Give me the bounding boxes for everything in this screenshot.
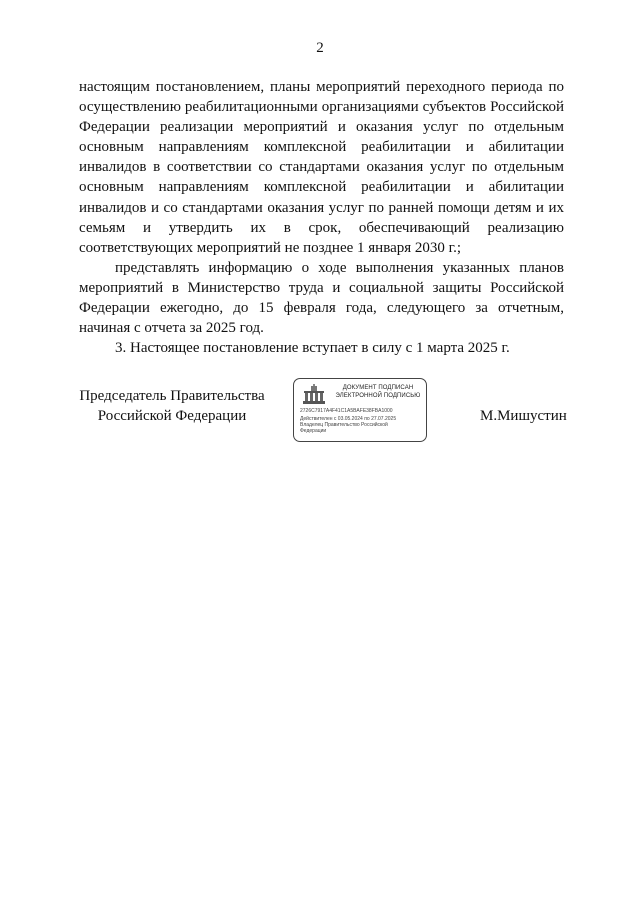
signatory-position-line2: Российской Федерации: [97, 408, 247, 424]
stamp-owner-line1: Владелец Правительство Российской: [300, 422, 388, 428]
page-number: 2: [316, 40, 324, 56]
stamp-validity: Действителен с 03.05.2024 по 27.07.2025: [300, 416, 397, 422]
paragraph-continuation: настоящим постановлением, планы мероприятий переходного периода по осуществлению реабилитационными организациями субъектов Российской Федерации реализации мероприятий и оказания услуг по отдельным основным направлениям комплексной реабилитации и абилитации инвалидов в соответствии со стандартами оказания услуг по отдельным основным направлениям комплексной реабилитации и абилитации инвалидов и со стандартами оказания услуг по ранней помощи детям и их семьям и утвердить их в срок, обеспечивающий реализацию соответствующих мероприятий не позднее 1 января 2030 г.;: [79, 79, 564, 256]
paragraph-reporting: представлять информацию о ходе выполнения указанных планов мероприятий в Министерство труда и социальной защиты Российской Федерации ежегодно, до 15 февраля года, следующего за отчетным, начиная с отчета за 2025 год.: [79, 259, 564, 337]
signatory-position: [78, 386, 266, 426]
signatory-position-line1: Председатель Правительства: [79, 388, 265, 404]
document-body: [79, 77, 564, 358]
stamp-owner-line2: Федерации: [300, 428, 327, 434]
stamp-title-line2: ЭЛЕКТРОННОЙ ПОДПИСЬЮ: [335, 392, 421, 399]
stamp-certificate: 2726C7917A4F41C1A5BAFE38FBA1000: [300, 408, 393, 414]
stamp-title-line1: ДОКУМЕНТ ПОДПИСАН: [342, 385, 414, 391]
paragraph-effective-date: 3. Настоящее постановление вступает в силу с 1 марта 2025 г.: [115, 340, 510, 357]
signatory-name: М.Мишустин: [480, 408, 567, 424]
stamp-title: [332, 385, 424, 400]
electronic-signature-stamp: [293, 378, 427, 442]
government-building-icon: [301, 384, 327, 406]
